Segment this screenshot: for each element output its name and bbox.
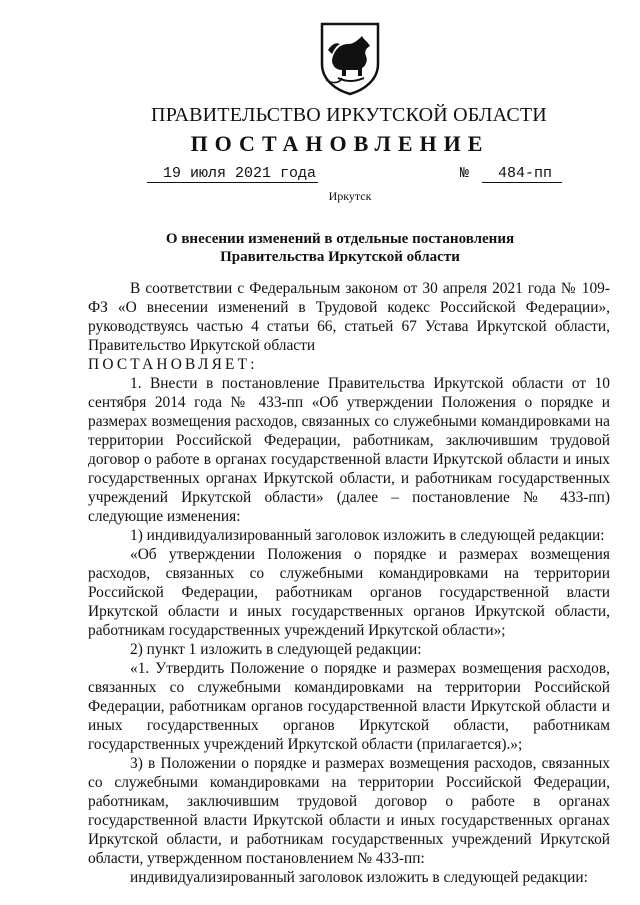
paragraph-1-3: 3) в Положении о порядке и размерах возмещения расходов, связанных со служебными командировками на территории Российской Федерации, работникам, заключившим трудовой договор о работе в органах государственной власти Иркутской области и иных государственных органах Иркутской области, и работникам государственных учреждений Иркутской области, утвержденном постановлением № 433-пп: (88, 755, 610, 867)
document-number (460, 165, 562, 183)
document-title (130, 230, 550, 266)
document-date (147, 165, 318, 182)
date-value: 19 июля 2021 года (147, 165, 318, 183)
resolves-heading: ПОСТАНОВЛЯЕТ: (88, 356, 258, 373)
paragraph-1: 1. Внести в постановление Правительства Иркутской области от 10 сентября 2014 года № 433-пп «Об утверждении Положения о порядке и размерах возмещения расходов, связанных со служебными командировками на территории Российской Федерации, работникам, заключившим трудовой договор о работе в органах государственной власти Иркутской области и иных государственных органах Иркутской области, и работникам государственных учреждений Иркутской области» (далее – постановление № 433-пп) следующие изменения: (88, 375, 610, 525)
number-value: 484-пп (482, 165, 562, 183)
title-line-1: О внесении изменений в отдельные постановления (165, 231, 515, 247)
paragraph-1-2-text: «1. Утвердить Положение о порядке и размерах возмещения расходов, связанных со служебными командировками на территории Российской Федерации, работникам органов государственной власти Иркутской области и иных государственных органов Иркутской области, работникам государственных учреждений Иркутской области (прилагается).»; (88, 660, 610, 753)
number-prefix: № (460, 165, 470, 182)
paragraph-1-2: 2) пункт 1 изложить в следующей редакции: (130, 641, 422, 658)
title-line-2: Правительства Иркутской области (220, 249, 460, 265)
document-type: ПОСТАНОВЛЕНИЕ (190, 131, 490, 156)
paragraph-1-1-text: «Об утверждении Положения о порядке и размерах возмещения расходов, связанных со служебными командировками на территории Российской Федерации, работникам органов государственной власти Иркутской области и иных государственных органов Иркутской области, работникам государственных учреждений Иркутской области»; (88, 546, 610, 639)
city: Иркутск (328, 189, 372, 203)
intro-paragraph: В соответствии с Федеральным законом от 30 апреля 2021 года № 109-ФЗ «О внесении изменений в Трудовой кодекс Российской Федерации», руководствуясь частью 4 статьи 66, статьей 67 Устава Иркутской области, Правительство Иркутской области (88, 280, 610, 354)
paragraph-1-1: 1) индивидуализированный заголовок изложить в следующей редакции: (130, 527, 605, 544)
irkutsk-coat-of-arms-icon (318, 20, 382, 96)
paragraph-1-3-text: индивидуализированный заголовок изложить в следующей редакции: (130, 869, 588, 886)
organization-name: ПРАВИТЕЛЬСТВО ИРКУТСКОЙ ОБЛАСТИ (151, 104, 547, 126)
document-body (88, 279, 610, 887)
